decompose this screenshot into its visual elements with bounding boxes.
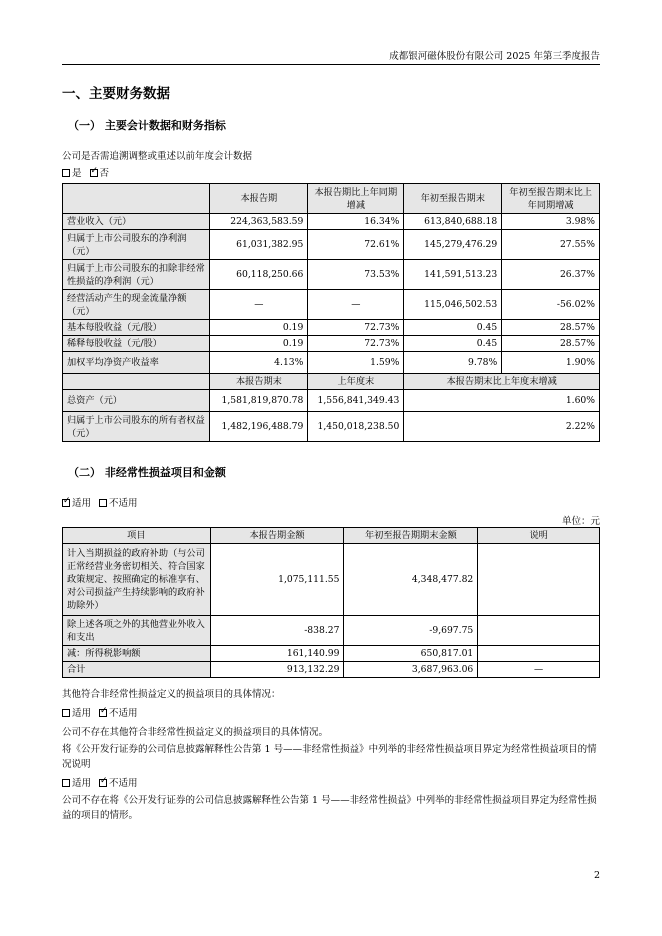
header-divider	[62, 64, 600, 65]
non-recurring-table	[62, 527, 600, 678]
option-not-apply[interactable]: ✓ 不适用	[99, 778, 138, 789]
table-row: 经营活动产生的现金流量净额（元） — — 115,046,502.53 -56.02%	[63, 290, 600, 320]
option-apply[interactable]: 适用	[62, 778, 91, 789]
header-current-period-change: 本报告期比上年同期增减	[308, 184, 404, 214]
checkbox-apply[interactable]	[62, 709, 70, 717]
page-number: 2	[593, 870, 600, 881]
table-header-row	[63, 184, 600, 214]
restatement-question: 公司是否需追溯调整或重述以前年度会计数据	[62, 151, 253, 162]
header-period-end-change: 本报告期末比上年度末增减	[404, 374, 600, 390]
table-header-row	[63, 528, 600, 544]
option-not-apply[interactable]: ✓ 不适用	[99, 708, 138, 719]
table-row: 除上述各项之外的其他营业外收入和支出 -838.27 -9,697.75	[63, 616, 600, 646]
table-row: 归属于上市公司股东的净利润（元） 61,031,382.95 72.61% 145,279,476.29 27.55%	[63, 230, 600, 260]
checkbox-no-checked[interactable]	[90, 169, 98, 177]
reclass-options	[62, 775, 146, 789]
checkbox-apply-checked[interactable]	[62, 499, 70, 507]
header-cell-empty	[63, 184, 210, 214]
other-items-options	[62, 705, 146, 719]
header-current-period: 本报告期	[210, 184, 308, 214]
header-prior-year-end: 上年度末	[308, 374, 404, 390]
non-recurring-options	[62, 495, 146, 509]
table-row: 营业收入（元） 224,363,583.59 16.34% 613,840,688.18 3.98%	[63, 214, 600, 230]
header-ytd-amount: 年初至报告期期末金额	[344, 528, 478, 544]
header-item: 项目	[63, 528, 211, 544]
section-title-financial-data: 一、主要财务数据	[62, 86, 170, 102]
checkbox-not-apply[interactable]	[99, 499, 107, 507]
header-current-amount: 本报告期金额	[210, 528, 344, 544]
table-row: 归属于上市公司股东的扣除非经常性损益的净利润（元） 60,118,250.66 73.53% 141,591,513.23 26.37%	[63, 260, 600, 290]
option-not-apply[interactable]: 不适用	[99, 498, 138, 509]
subsection-title-non-recurring: （二） 非经常性损益项目和金额	[68, 466, 226, 479]
option-yes[interactable]: 是	[62, 168, 82, 179]
table-row: 合计 913,132.29 3,687,963.06 —	[63, 662, 600, 678]
table-row: 归属于上市公司股东的所有者权益（元） 1,482,196,488.79 1,450,018,238.50 2.22%	[63, 412, 600, 442]
checkbox-not-apply-checked[interactable]	[99, 779, 107, 787]
table-row: 总资产（元） 1,581,819,870.78 1,556,841,349.43 1.60%	[63, 390, 600, 412]
checkbox-not-apply-checked[interactable]	[99, 709, 107, 717]
table-row: 减：所得税影响额 161,140.99 650,817.01	[63, 646, 600, 662]
header-ytd: 年初至报告期末	[404, 184, 502, 214]
option-no[interactable]: ✓ 否	[90, 168, 110, 179]
header-description: 说明	[478, 528, 600, 544]
unit-label: 单位：元	[561, 516, 600, 527]
table-row: 加权平均净资产收益率 4.13% 1.59% 9.78% 1.90%	[63, 352, 600, 374]
reclass-text: 公司不存在将《公开发行证券的公司信息披露解释性公告第 1 号——非经常性损益》中列举的非经常性损益项目界定为经常性损益的项目的情形。	[62, 795, 597, 821]
restatement-options	[62, 165, 117, 179]
subsection-title-accounting-data: （一） 主要会计数据和财务指标	[68, 119, 226, 132]
table-row: 计入当期损益的政府补助（与公司正常经营业务密切相关、符合国家政策规定、按照确定的标准享有、对公司损益产生持续影响的政府补助除外） 1,075,111.55 4,348,477.82	[63, 544, 600, 616]
header-ytd-change: 年初至报告期末比上年同期增减	[502, 184, 600, 214]
header-period-end: 本报告期末	[210, 374, 308, 390]
main-financial-table	[62, 183, 600, 442]
option-apply[interactable]: ✓适用	[62, 498, 91, 509]
table-row: 基本每股收益（元/股） 0.19 72.73% 0.45 28.57%	[63, 320, 600, 336]
other-items-text: 公司不存在其他符合非经常性损益定义的损益项目的具体情况。	[62, 727, 329, 738]
checkbox-apply[interactable]	[62, 779, 70, 787]
table-row: 稀释每股收益（元/股） 0.19 72.73% 0.45 28.57%	[63, 336, 600, 352]
table-subheader-row	[63, 374, 600, 390]
other-items-title: 其他符合非经常性损益定义的损益项目的具体情况：	[62, 689, 281, 700]
reclass-title: 将《公开发行证券的公司信息披露解释性公告第 1 号——非经常性损益》中列举的非经常性损益项目界定为经常性损益项目的情况说明	[62, 744, 597, 770]
option-apply[interactable]: 适用	[62, 708, 91, 719]
checkbox-yes[interactable]	[62, 169, 70, 177]
header-company-report: 成都银河磁体股份有限公司 2025 年第三季度报告	[389, 51, 600, 62]
